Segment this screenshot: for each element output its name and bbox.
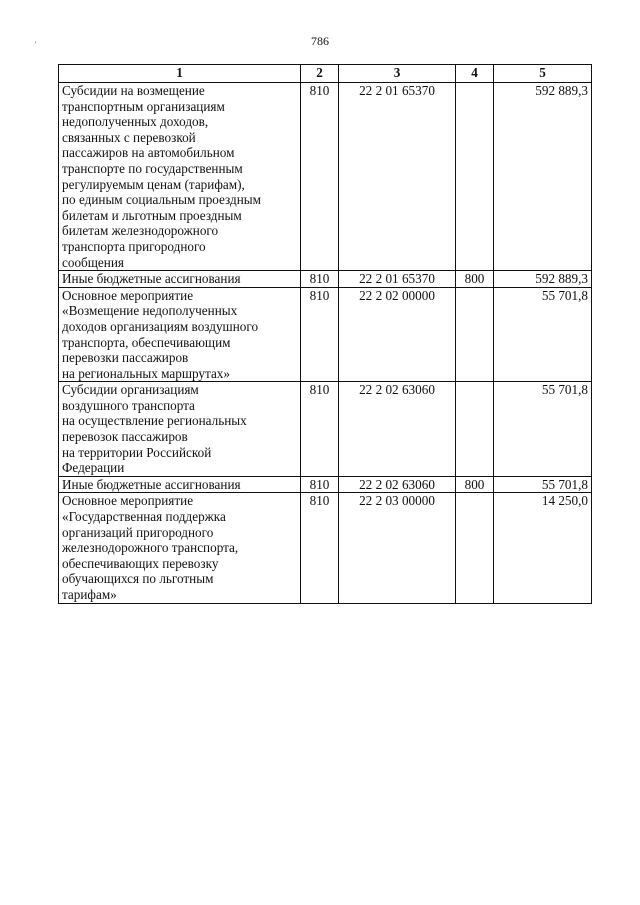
row-ministry: 810 (301, 476, 339, 493)
table-row (59, 83, 592, 271)
row-amount: 14 250,0 (494, 493, 592, 603)
row-name: Иные бюджетные ассигнования (59, 476, 301, 493)
page-number: 786 (311, 34, 329, 48)
budget-table (58, 64, 592, 604)
row-name: Субсидии на возмещение транспортным организациям недополученных доходов, связанных с перевозкой пассажиров на автомобильном транспорте по государственным регулируемым ценам (тарифам), по единым социальным проездным билетам и льготным проездным билетам железнодорожного транспорта пригородного сообщения (59, 83, 301, 271)
row-type (456, 287, 494, 382)
row-ministry: 810 (301, 382, 339, 477)
row-type: 800 (456, 476, 494, 493)
table-header-row (59, 65, 592, 83)
row-type (456, 83, 494, 271)
row-type (456, 382, 494, 477)
column-header-type: 4 (456, 65, 494, 83)
row-type: 800 (456, 271, 494, 288)
row-name: Субсидии организациям воздушного транспорта на осуществление региональных перевозок пассажиров на территории Российской Федерации (59, 382, 301, 477)
row-code: 22 2 02 63060 (339, 382, 456, 477)
row-amount: 55 701,8 (494, 382, 592, 477)
table-row (59, 271, 592, 288)
row-amount: 55 701,8 (494, 287, 592, 382)
row-type (456, 493, 494, 603)
row-ministry: 810 (301, 493, 339, 603)
column-header-name: 1 (59, 65, 301, 83)
row-name: Основное мероприятие «Государственная поддержка организаций пригородного железнодорожного транспорта, обеспечивающих перевозку обучающихся по льготным тарифам» (59, 493, 301, 603)
row-ministry: 810 (301, 287, 339, 382)
row-ministry: 810 (301, 271, 339, 288)
row-amount: 592 889,3 (494, 83, 592, 271)
row-name: Основное мероприятие «Возмещение недополученных доходов организациям воздушного транспорта, обеспечивающим перевозки пассажиров на региональных маршрутах» (59, 287, 301, 382)
table-row (59, 476, 592, 493)
table-row (59, 493, 592, 603)
row-amount: 55 701,8 (494, 476, 592, 493)
column-header-amount: 5 (494, 65, 592, 83)
row-code: 22 2 03 00000 (339, 493, 456, 603)
row-ministry: 810 (301, 83, 339, 271)
row-amount: 592 889,3 (494, 271, 592, 288)
column-header-code: 3 (339, 65, 456, 83)
column-header-ministry: 2 (301, 65, 339, 83)
table-row (59, 287, 592, 382)
table-row (59, 382, 592, 477)
scan-mark: ' (35, 40, 37, 49)
row-code: 22 2 01 65370 (339, 83, 456, 271)
row-code: 22 2 02 63060 (339, 476, 456, 493)
row-code: 22 2 01 65370 (339, 271, 456, 288)
row-code: 22 2 02 00000 (339, 287, 456, 382)
row-name: Иные бюджетные ассигнования (59, 271, 301, 288)
